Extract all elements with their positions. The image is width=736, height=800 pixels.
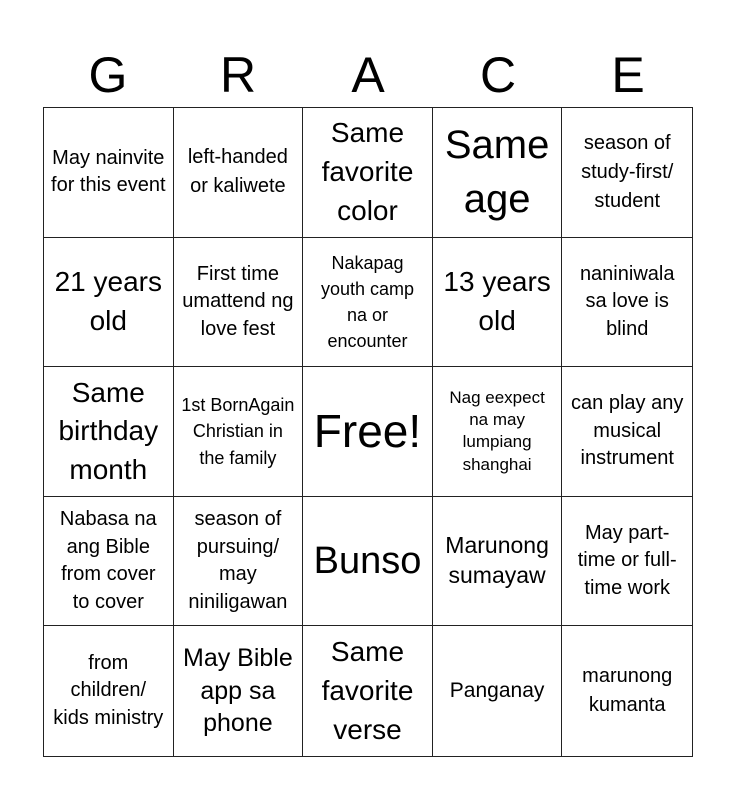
cell-label: May part-time or full-time work bbox=[577, 521, 677, 599]
bingo-cell[interactable] bbox=[562, 238, 692, 368]
bingo-cell[interactable] bbox=[174, 108, 304, 238]
cell-label: Bunso bbox=[313, 539, 422, 582]
bingo-cell[interactable] bbox=[562, 626, 692, 756]
bingo-cell[interactable] bbox=[303, 238, 433, 368]
cell-label: 13 years old bbox=[443, 266, 551, 336]
bingo-cell[interactable] bbox=[562, 108, 692, 238]
bingo-cell[interactable] bbox=[174, 238, 304, 368]
bingo-cell[interactable] bbox=[174, 497, 304, 627]
bingo-cell[interactable] bbox=[433, 626, 563, 756]
cell-label: May nainvite for this event bbox=[51, 146, 166, 197]
header-letter-r: R bbox=[219, 47, 257, 103]
cell-label: May Bible app sa phone bbox=[183, 644, 293, 738]
cell-label: marunong kumanta bbox=[582, 665, 673, 717]
cell-label: Nag eexpect na may lumpiang shanghai bbox=[449, 387, 545, 474]
cell-label: 21 years old bbox=[54, 266, 162, 336]
bingo-board bbox=[43, 107, 693, 757]
bingo-cell[interactable] bbox=[303, 497, 433, 627]
cell-label: Same favorite color bbox=[321, 117, 414, 226]
bingo-cell[interactable] bbox=[303, 626, 433, 756]
bingo-cell[interactable] bbox=[433, 367, 563, 497]
cell-label: naniniwala sa love is blind bbox=[579, 262, 675, 340]
bingo-cell[interactable] bbox=[303, 108, 433, 238]
cell-label: Same favorite verse bbox=[321, 636, 414, 745]
cell-label: Same birthday month bbox=[58, 376, 159, 485]
cell-label: can play any musical instrument bbox=[571, 392, 684, 470]
bingo-cell[interactable] bbox=[174, 626, 304, 756]
cell-label: Marunong sumayaw bbox=[445, 532, 549, 589]
header-letter-c: C bbox=[479, 47, 517, 103]
bingo-header bbox=[43, 44, 693, 106]
cell-label: season of pursuing/ may niniligawan bbox=[188, 507, 288, 613]
cell-label: Same age bbox=[444, 123, 550, 222]
bingo-cell[interactable] bbox=[44, 238, 174, 368]
bingo-cell[interactable] bbox=[562, 497, 692, 627]
free-space-cell[interactable] bbox=[303, 367, 433, 497]
cell-label: 1st BornAgain Christian in the family bbox=[181, 395, 295, 468]
cell-label: Panganay bbox=[449, 679, 545, 703]
bingo-cell[interactable] bbox=[433, 497, 563, 627]
header-letter-g: G bbox=[88, 47, 128, 103]
cell-label: left-handed or kaliwete bbox=[187, 146, 288, 198]
bingo-cell[interactable] bbox=[174, 367, 304, 497]
cell-label: Nakapag youth camp na or encounter bbox=[320, 252, 415, 351]
bingo-cell[interactable] bbox=[433, 108, 563, 238]
cell-label: Nabasa na ang Bible from cover to cover bbox=[59, 507, 157, 613]
bingo-cell[interactable] bbox=[44, 626, 174, 756]
bingo-cell[interactable] bbox=[44, 367, 174, 497]
cell-label: First time umattend ng love fest bbox=[182, 262, 294, 340]
header-letter-a: A bbox=[351, 47, 385, 103]
cell-label: from children/ kids ministry bbox=[53, 651, 164, 729]
cell-label: Free! bbox=[313, 405, 422, 458]
bingo-cell[interactable] bbox=[44, 108, 174, 238]
header-letter-e: E bbox=[611, 47, 645, 103]
bingo-cell[interactable] bbox=[433, 238, 563, 368]
bingo-cell[interactable] bbox=[562, 367, 692, 497]
cell-label: season of study-first/ student bbox=[581, 131, 674, 212]
bingo-cell[interactable] bbox=[44, 497, 174, 627]
